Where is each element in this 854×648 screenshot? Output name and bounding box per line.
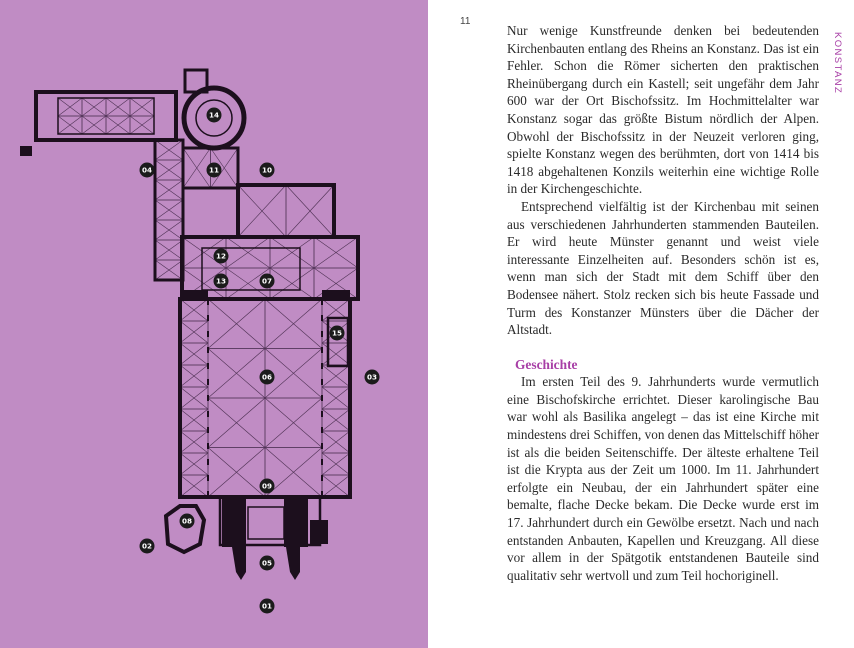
plan-marker-13 (214, 274, 229, 289)
plan-marker-label: 03 (366, 372, 378, 382)
plan-marker-label: 07 (261, 276, 273, 286)
plan-marker-label: 15 (331, 328, 343, 338)
plan-marker-label: 10 (261, 165, 273, 175)
plan-marker-label: 09 (261, 481, 273, 491)
plan-marker-label: 04 (141, 165, 153, 175)
plan-marker-label: 12 (215, 251, 227, 261)
plan-marker-14 (207, 108, 222, 123)
plan-marker-label: 11 (208, 165, 220, 175)
plan-marker-label: 05 (261, 558, 273, 568)
west-front-vestibule (248, 507, 284, 539)
intro-paragraph: Nur wenige Kunstfreunde denken bei bedeutenden Kirchenbauten entlang des Rheins an Konstanz. Das ist ein Fehler. Schon die Römer sicherten den praktischen Rheinübergang durch ein Kastell; seit ungefähr dem Jahr 600 war der Ort Bischofssitz. Im Hochmittelalter war Konstanz sogar das größte Bistum nördlich der Alpen. Obwohl der Bischofssitz in der Neuzeit verloren ging, spielte Konstanz wegen des berühmten, dort von 1414 bis 1418 abgehaltenen Konzils weiterhin eine wichtige Rolle in der Kirchengeschichte. (507, 23, 819, 197)
plan-marker-07 (260, 274, 275, 289)
west-baptistery-outline (166, 506, 204, 552)
plan-marker-01 (260, 599, 275, 614)
plan-marker-10 (260, 163, 275, 178)
plan-marker-08 (180, 514, 195, 529)
page-number: 11 (460, 16, 471, 27)
text-page (428, 0, 854, 648)
plan-marker-label: 02 (141, 541, 153, 551)
section-paragraph: Im ersten Teil des 9. Jahrhunderts wurde vermutlich eine Bischofskirche errichtet. Dieser karolingische Bau war wohl als Basilika angelegt – das ist eine Kirche mit mindestens drei Schiffen, von denen das Mittelschiff höher ist als die beiden Seitenschiffe. Der älteste erhaltene Teil ist die Krypta aus der Zeit um 1000. Im 11. Jahrhundert erfolgte ein Neubau, der ein Jahrhundert später eine bemalte, flache Decke bekam. Die Decke wurde erst im 17. Jahrhundert durch ein Gewölbe ersetzt. Nach und nach entstanden Anbauten, Kapellen und Kreuzgang. All diese vor allem in der Spätgotik entstandenen Bauteile sind qualitativ sehr wertvoll und zum Teil hochoriginell. (507, 374, 819, 583)
plan-marker-label: 01 (261, 601, 273, 611)
plan-marker-11 (207, 163, 222, 178)
plan-marker-04 (140, 163, 155, 178)
article-body (507, 22, 819, 584)
second-paragraph: Entsprechend vielfältig ist der Kirchenbau mit seinen aus verschiedenen Jahrhunderten stammenden Bauteilen. Er wird heute Münster genannt und weist viele interessante Einzelheiten auf. Besonders schön ist es, wenn man sich der Stadt mit dem Schiff über den Bodensee nähert. Stolz recken sich bis heute Fassade und Turm des Konstanzer Münsters über die Dächer der Altstadt. (507, 198, 819, 338)
plan-marker-02 (140, 539, 155, 554)
plan-marker-06 (260, 370, 275, 385)
plan-marker-15 (330, 326, 345, 341)
plan-marker-05 (260, 556, 275, 571)
plan-marker-label: 08 (181, 516, 193, 526)
section-heading: Geschichte (515, 356, 578, 372)
plan-marker-label: 14 (208, 110, 220, 120)
plan-marker-09 (260, 479, 275, 494)
cloister-door (20, 146, 32, 156)
running-head: KONSTANZ (832, 32, 843, 95)
plan-marker-12 (214, 249, 229, 264)
plan-marker-label: 13 (215, 276, 227, 286)
plan-marker-03 (365, 370, 380, 385)
plan-marker-label: 06 (261, 372, 273, 382)
